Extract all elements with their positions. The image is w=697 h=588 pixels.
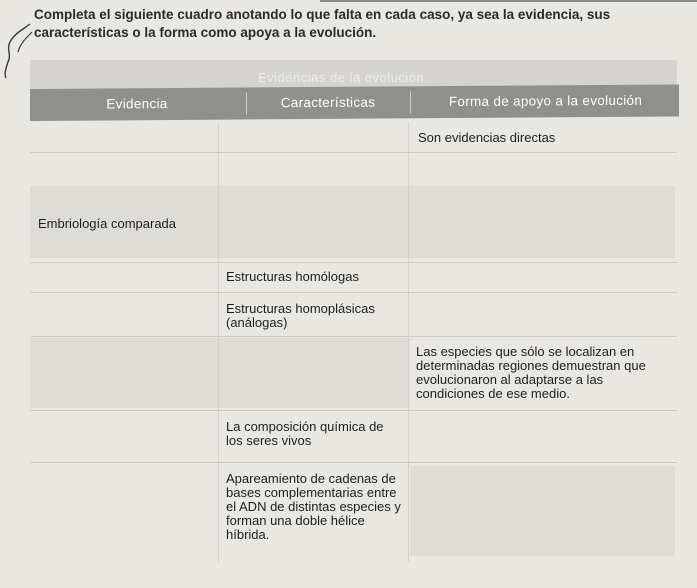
cell-row4-characteristic: Estructuras homoplásicas (análogas): [226, 301, 375, 330]
header-separator: [246, 92, 247, 114]
header-separator: [410, 91, 411, 113]
bleed-through-area: [30, 338, 410, 408]
cell-row5-support: Las especies que sólo se localizan en determinadas regiones demuestran que evolucionaron al adaptarse a las condiciones de ese medio.: [416, 344, 646, 401]
bleed-through-area: [410, 466, 675, 556]
table-header-row: [30, 84, 679, 121]
table-caption: Evidencias de la evolución: [258, 70, 425, 85]
header-forma-apoyo: Forma de apoyo a la evolución: [448, 92, 643, 110]
row-divider: [30, 462, 677, 463]
cell-row3-characteristic: Estructuras homólogas: [226, 269, 359, 284]
header-evidencia: Evidencia: [106, 96, 168, 112]
row-divider: [30, 336, 677, 337]
cell-row2-evidence: Embriología comparada: [38, 216, 177, 231]
cell-row6-characteristic: La composición química de los seres vivos: [226, 419, 384, 448]
instructions-text: Completa el siguiente cuadro anotando lo que falta en cada caso, ya sea la evidencia, sus características o la forma como apoya a la evolución.: [34, 7, 611, 40]
header-caracteristicas: Características: [280, 94, 376, 111]
cell-row7-characteristic: Apareamiento de cadenas de bases complementarias entre el ADN de distintas especies y forman una doble hélice híbrida.: [226, 471, 401, 542]
row-divider: [30, 262, 677, 263]
row-divider: [30, 292, 677, 293]
cell-row1-support: Son evidencias directas: [418, 130, 556, 145]
column-divider: [218, 122, 219, 562]
top-rule: [320, 0, 697, 2]
column-divider: [408, 122, 409, 562]
row-divider: [30, 152, 677, 153]
row-divider: [30, 410, 677, 411]
